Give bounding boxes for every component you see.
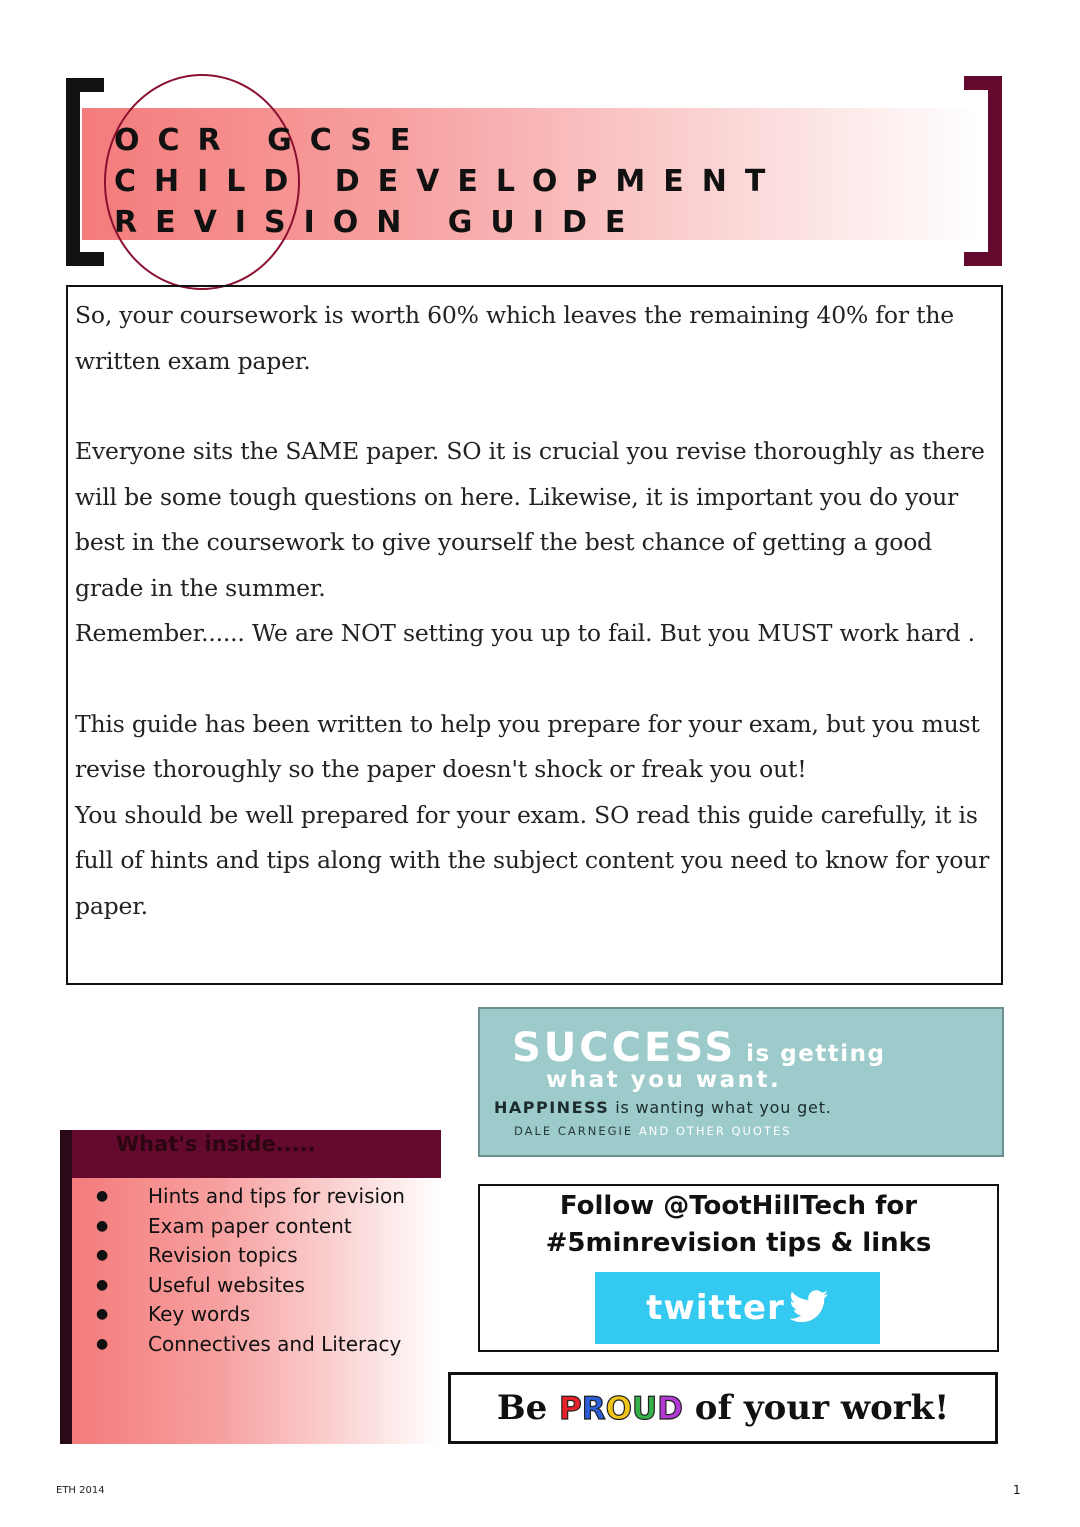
right-bracket-decoration (964, 76, 1002, 266)
proud-word-art (559, 1388, 683, 1428)
follow-line-1: Follow @TootHillTech for (559, 1191, 918, 1221)
list-item: ● Hints and tips for revision (72, 1182, 405, 1212)
title-line-3: REVISION GUIDE (114, 205, 644, 240)
bullet-icon: ● (96, 1276, 109, 1293)
quote-line3-rest: is wanting what you get. (615, 1098, 832, 1117)
quote-word-happiness: HAPPINESS (494, 1098, 610, 1117)
intro-paragraph: So, your coursework is worth 60% which leaves the remaining 40% for the written exam paper. (75, 301, 955, 375)
be-proud-banner (448, 1372, 998, 1444)
list-item: ● Key words (72, 1300, 405, 1330)
twitter-label: twitter (646, 1288, 785, 1328)
bullet-icon: ● (96, 1247, 109, 1264)
intro-text-box (66, 285, 1003, 985)
proud-letter: U (632, 1391, 658, 1427)
twitter-logo-button[interactable] (595, 1272, 880, 1344)
quote-line1-rest: is getting (746, 1041, 886, 1067)
title-line-2: CHILD DEVELOPMENT (114, 164, 784, 199)
follow-line-2: #5minrevision tips & links (545, 1228, 932, 1258)
panel-side-bar (60, 1130, 72, 1444)
left-bracket-decoration (66, 78, 104, 266)
proud-letter: O (605, 1391, 633, 1427)
bullet-icon: ● (96, 1217, 109, 1234)
intro-paragraph: This guide has been written to help you prepare for your exam, but you must revise thoroughly so the paper doesn't shock or freak you out! (75, 709, 980, 783)
success-quote-image (478, 1007, 1004, 1157)
list-item: ● Useful websites (72, 1271, 405, 1301)
twitter-follow-box (478, 1184, 999, 1352)
page-number: 1 (1013, 1483, 1021, 1497)
twitter-bird-icon (789, 1290, 829, 1326)
list-item: ● Connectives and Literacy (72, 1330, 405, 1360)
intro-paragraph: Remember...... We are NOT setting you up to fail. But you MUST work hard . (75, 619, 975, 647)
footer-credit: ETH 2014 (56, 1485, 105, 1496)
list-item: ● Exam paper content (72, 1212, 405, 1242)
contents-list (72, 1182, 405, 1360)
proud-after: of your work! (694, 1388, 950, 1428)
bullet-icon: ● (96, 1188, 109, 1204)
intro-paragraph: Everyone sits the SAME paper. SO it is crucial you revise thoroughly as there will be some tough questions on here. Likewise, it is important you do your best in the coursework to give yourself the best chance of getting a good grade in the summer. (75, 437, 985, 602)
intro-paragraph: You should be well prepared for your exam. SO read this guide carefully, it is full of hints and tips along with the subject content you need to know for your paper. (75, 800, 990, 920)
page-title (114, 120, 783, 243)
bullet-icon: ● (96, 1306, 109, 1323)
whats-inside-header (72, 1130, 441, 1178)
proud-letter: D (657, 1391, 683, 1427)
bullet-icon: ● (96, 1335, 109, 1352)
proud-letter: R (581, 1391, 606, 1427)
title-line-1: OCR GCSE (114, 123, 429, 158)
whats-inside-body (72, 1178, 441, 1444)
proud-letter: P (559, 1391, 582, 1427)
proud-before: Be (496, 1388, 548, 1428)
list-item: ● Revision topics (72, 1241, 405, 1271)
quote-source: AND OTHER QUOTES (638, 1124, 792, 1138)
whats-inside-panel (60, 1130, 441, 1444)
quote-author: DALE CARNEGIE (514, 1124, 634, 1138)
whats-inside-title: What's inside..... (116, 1132, 316, 1156)
title-banner (62, 74, 1006, 270)
quote-word-success: SUCCESS (512, 1025, 737, 1071)
quote-line2: what you want. (546, 1067, 782, 1093)
